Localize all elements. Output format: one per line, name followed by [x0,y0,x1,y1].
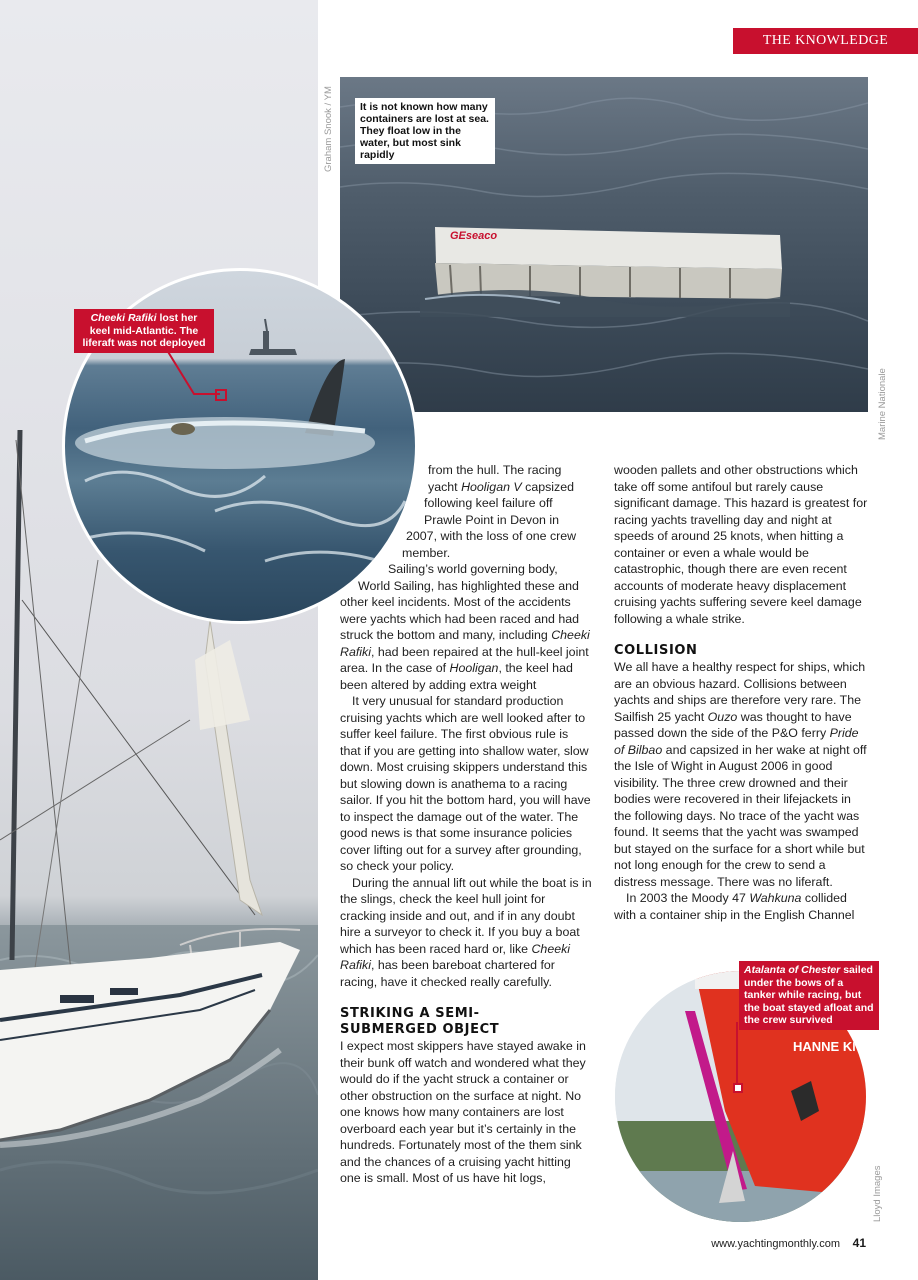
photo-credit-right: Marine Nationale [877,368,888,440]
yacht-photo [0,0,318,1280]
photo-credit-bottom: Lloyd Images [872,1165,883,1222]
col1-paragraph-3: It very unusual for standard production cruising yachts which are well looked after to suffer keel failure. The first obvious rule is that if you are getting into shallow water, slow down. Most cruising skippers understand this but slowing down is anathema to a racing sailor. If you hit the bottom hard, you will have to inspect the damage out of the water. The good news is that some insurance policies cover lifting out for a survey after grounding, so check your policy. [340,694,591,873]
tanker-caption-leader [733,1020,773,1090]
col1-p2-yacht-name-2: Hooligan [449,661,499,675]
col1-p2-text-b: , had been repaired at the hull-keel joint area. In the case of [340,644,589,675]
col2-p2-text-b: was thought to have passed down the side of the P&O ferry [614,709,852,740]
col1-p1-text-a: from the hull. The racing yacht [428,463,562,494]
tanker-caption [739,961,879,1030]
keel-caption-text: lost her keel mid-Atlantic. The liferaft was not deployed [82,312,206,349]
col1-p4-yacht-name: Cheeki Rafiki [340,941,571,972]
tanker-caption-text: sailed under the bows of a tanker while racing, but the boat stayed afloat and the crew survived [744,964,874,1026]
tanker-ship-name: HANNE KN [793,1039,862,1054]
keel-caption [74,309,214,353]
col2-p2-text-c: and capsized in her wake at night off the Isle of Wight in August 2006 in good visibility. The three crew drowned and their bodies were recovered in their lifejackets in the following days. No trace of the yacht was found. It seems that the yacht was swamped but stayed on the surface for a short while but not long enough for the crew to send a distress message. There was no liferaft. [614,742,867,889]
col2-p2-text-a: We all have a healthy respect for ships, which are an obvious hazard. Collisions between yachts and ships are therefore very rare. The Sailfish 25 yacht [614,660,866,724]
photo-credit-top: Graham Snook / YM [323,86,334,172]
col1-p1-text-b: capsized following keel failure off Prawle Point in Devon in 2007, with the loss of one crew member. [402,479,577,560]
section-tag: THE KNOWLEDGE [733,28,918,54]
col2-p3-text-a: In 2003 the Moody 47 [626,891,750,905]
col2-paragraph-1: wooden pallets and other obstructions which take off some antifoul but rarely cause significant damage. This hazard is greatest for racing yachts travelling day and night at speeds of around 25 knots, when hitting a container or even a whale would be catastrophic, though there are even recent accounts of moderate heavy displacement cruising yachts suffering severe keel damage following a whale strike. [614,463,868,626]
container-brand-label: GEseaco [450,230,498,242]
footer-url: www.yachtingmonthly.com [711,1238,840,1250]
heading-striking-object: STRIKING A SEMI-SUBMERGED OBJECT [340,1006,500,1037]
heading-collision: COLLISION [614,643,698,658]
col2-p2-yacht-name: Ouzo [707,709,738,724]
col1-p4-text-b: , has been bareboat chartered for racing, have it checked really carefully. [340,958,555,989]
col1-p2-yacht-name-1: Cheeki Rafiki [340,628,590,659]
article-column-2 [614,462,868,923]
col1-p2-text-c: , the keel had been altered by adding extra weight [340,661,573,692]
page-number: 41 [852,1236,866,1250]
article-column-1 [340,462,592,1187]
col1-p1-yacht-name: Hooligan V [461,479,522,494]
tanker-caption-yacht-name: Atalanta of Chester [744,964,841,976]
col1-paragraph-4 [340,875,592,991]
col1-p4-text-a: During the annual lift out while the boat is in the slings, check the keel hull joint for cracking inside and out, and if in any doubt hire a surveyor to check it. If you buy a boat which has been raced hard or, like [340,875,592,956]
container-caption: It is not known how many containers are lost at sea. They float low in the water, but most sink rapidly [355,98,495,164]
col2-p3-text-b: collided with a container ship in the English Channel [614,891,855,922]
col1-paragraph-5: I expect most skippers have stayed awake in their bunk off watch and wondered what they would do if the yacht struck a container or other obstruction on the surface at night. No one knows how many containers are lost overboard each year but it’s certainly in the hundreds. Fortunately most of the them sink and the chances of a cruising yacht hitting one is small. Most of us have hit logs, [340,1039,586,1185]
col1-p2-text-a: Sailing’s world governing body, World Sailing, has highlighted these and other keel incidents. Most of the accidents were yachts which had been raced and had struck the bottom and many, including [340,562,580,642]
col1-paragraph-2 [340,561,592,693]
yacht-illustration [0,0,318,1280]
keel-caption-yacht-name: Cheeki Rafiki [90,312,157,324]
col2-p3-yacht-name: Wahkuna [749,891,802,905]
col2-p2-ferry-name: Pride of Bilbao [614,726,859,757]
col2-paragraph-2 [614,659,868,890]
col2-paragraph-3 [614,890,868,923]
